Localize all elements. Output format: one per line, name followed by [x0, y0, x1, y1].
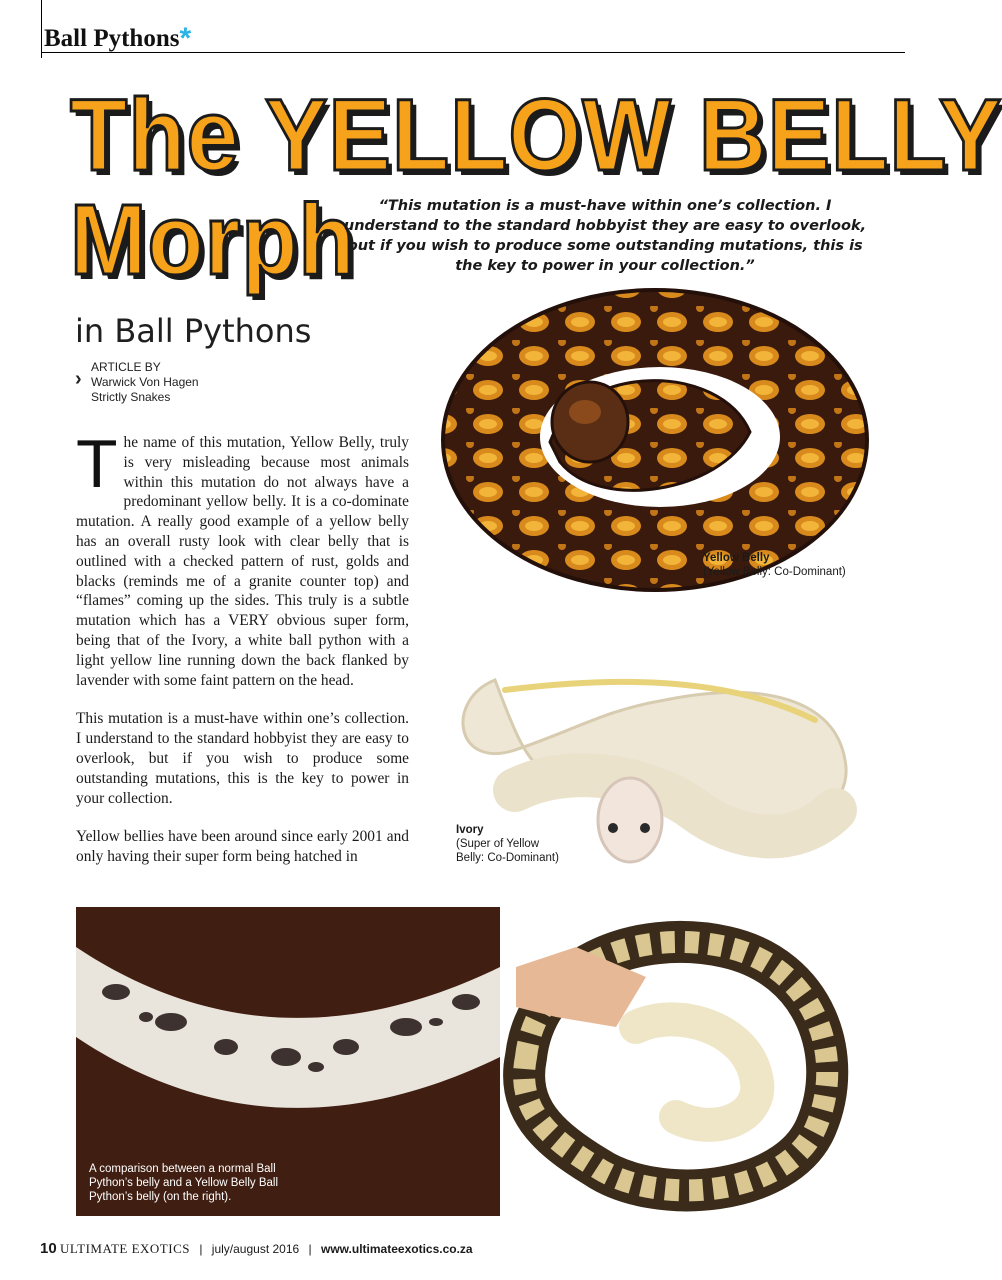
article-paragraph-1: The name of this mutation, Yellow Belly, truly is very misleading because most animals within this mutation do not always have a predominant yellow belly. It is a co-dominate mutation. A really good example of a yellow belly has an overall rusty look with clear belly that is outlined with a checked pattern of rust, golds and blacks (reminds me of a granite counter top) and “flames” coming up the sides. This truly is a subtle mutation which has a VERY obvious super form, being that of the Ivory, a white ball python with a light yellow line running down the back flanked by lavender with some faint pattern on the head. [76, 426, 409, 689]
byline-author: Warwick Von Hagen [91, 375, 199, 389]
asterisk-icon: * [179, 22, 192, 55]
website-link[interactable]: www.ultimateexotics.co.za [321, 1242, 473, 1256]
drop-cap: T [76, 426, 118, 502]
page-number: 10 [40, 1240, 57, 1257]
footer-separator-2: | [308, 1242, 312, 1256]
headline-line-1: The YELLOW BELLY [70, 78, 1002, 192]
byline-org: Strictly Snakes [91, 390, 171, 404]
section-name: Ball Pythons [44, 25, 180, 52]
yellow-belly-caption [703, 551, 846, 579]
header-vertical-rule [41, 0, 42, 58]
ivory-caption-sub-1: (Super of Yellow [456, 838, 540, 850]
pull-quote: “This mutation is a must-have within one’s collection. I understand to the standard hobbyist they are easy to overlook, but if you wish to produce some outstanding mutations, this is the key to power in your collection.” [343, 198, 867, 274]
footer-separator-1: | [199, 1242, 203, 1256]
page-footer [40, 1240, 473, 1257]
comparison-caption: A comparison between a normal Ball Python’s belly and a Yellow Belly Ball Python’s belly (on the right). [89, 1163, 279, 1203]
byline [75, 360, 199, 405]
issue-date: july/august 2016 [211, 1242, 300, 1256]
byline-label: ARTICLE BY [91, 360, 161, 374]
section-label [44, 20, 191, 54]
yellow-belly-caption-sub: (Yellow Belly: Co-Dominant) [703, 566, 846, 578]
ivory-caption-sub-2: Belly: Co-Dominant) [456, 852, 559, 864]
article-body [76, 426, 409, 886]
headline-subtitle: in Ball Pythons [75, 312, 312, 350]
article-paragraph-2: This mutation is a must-have within one’s collection. I understand to the standard hobbyist they are easy to overlook, but if you wish to produce some outstanding mutations, this is the key to power in your collection. [76, 710, 409, 807]
chevron-right-icon: › [75, 368, 82, 390]
article-paragraph-3: Yellow bellies have been around since early 2001 and only having their super form being hatched in [76, 828, 409, 866]
ivory-caption [456, 823, 559, 865]
headline-line-2: Morph [70, 184, 356, 296]
yellow-belly-underside-photo [516, 907, 862, 1216]
yellow-belly-caption-title: Yellow Belly [703, 552, 770, 564]
magazine-name: ULTIMATE EXOTICS [60, 1241, 190, 1256]
ivory-caption-title: Ivory [456, 824, 484, 836]
